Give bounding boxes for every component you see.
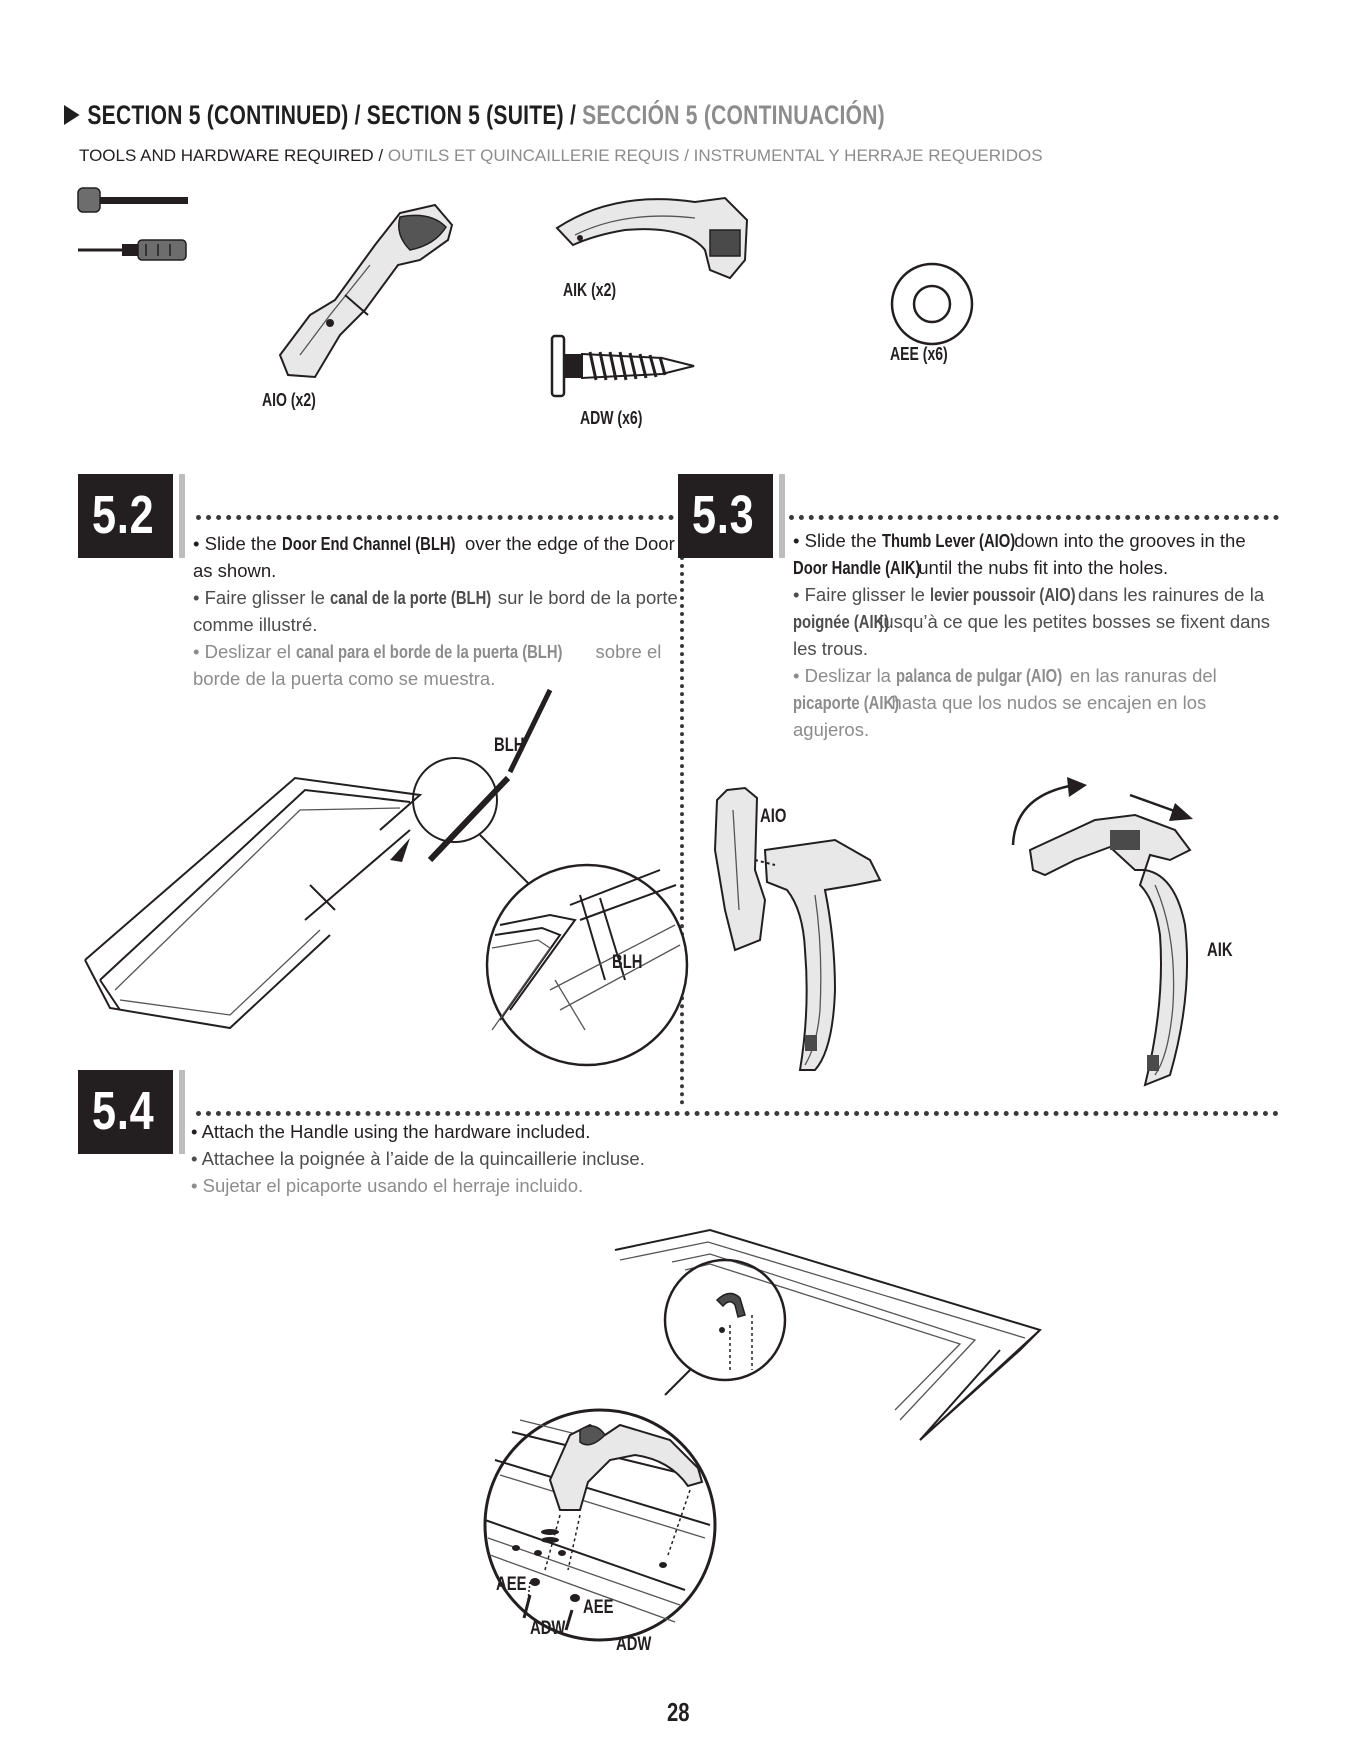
illustration-label-aee-second: AEE [583, 1597, 614, 1618]
column-divider [680, 500, 684, 1105]
text-fragment: sobre el borde de la puerta como se muestra. [193, 641, 662, 689]
play-arrow-icon [64, 105, 80, 125]
step-5-3-french [793, 581, 1283, 662]
part-name-emphasis: canal de la porte (BLH) [330, 587, 492, 608]
washer-part-icon [890, 262, 974, 346]
step-badge-5-3 [678, 474, 773, 558]
step-5-4-french: • Attachee la poignée à l’aide de la quincaillerie incluse. [191, 1148, 645, 1169]
mallet-icon [78, 186, 188, 216]
text-fragment: until the nubs fit into the holes. [913, 557, 1169, 578]
part-label-adw: ADW (x6) [580, 408, 643, 428]
illustration-label-blh: BLH [494, 735, 525, 756]
text-fragment: hasta que los nudos se encajen en los agujeros. [793, 692, 1207, 740]
part-label-aee: AEE (x6) [890, 344, 948, 364]
step-5-4-english: • Attach the Handle using the hardware included. [191, 1121, 591, 1142]
text-fragment: en las ranuras del [1064, 665, 1217, 686]
step-badge-5-2 [78, 474, 173, 558]
part-name-emphasis: Door Handle (AIK) [793, 557, 921, 578]
text-fragment: sur le bord de la porte comme illustré. [193, 587, 678, 635]
handle-assembled-illustration [1005, 775, 1235, 1100]
part-name-emphasis: Thumb Lever (AIO) [881, 530, 1015, 551]
part-label-aio: AIO (x2) [262, 390, 316, 410]
text-fragment: dans les rainures de la [1072, 584, 1265, 605]
door-handle-part-icon [555, 190, 755, 280]
illustration-label-adw: ADW [530, 1618, 566, 1639]
thumb-lever-part-icon [270, 205, 460, 385]
step-5-4-instructions [191, 1118, 891, 1199]
step-number-5-3: 5.3 [692, 485, 755, 545]
screw-part-icon [552, 336, 697, 396]
step-5-4-spanish: • Sujetar el picaporte usando el herraje incluido. [191, 1175, 584, 1196]
step-5-2-spanish [193, 638, 678, 692]
page-number: 28 [667, 1697, 690, 1727]
section-title [64, 100, 885, 131]
step-number-5-2: 5.2 [92, 485, 155, 545]
text-fragment: • Slide the [793, 530, 882, 551]
illustration-label-blh-zoom: BLH [612, 952, 643, 973]
tools-spanish: INSTRUMENTAL Y HERRAJE REQUERIDOS [693, 146, 1043, 165]
text-fragment: down into the grooves in the [1009, 530, 1246, 551]
illustration-label-adw-second: ADW [616, 1634, 652, 1655]
step-5-3-spanish [793, 662, 1283, 743]
part-name-emphasis: levier poussoir (AIO) [930, 584, 1076, 605]
tools-french: OUTILS ET QUINCAILLERIE REQUIS / [387, 146, 694, 165]
step-5-2-french [193, 584, 678, 638]
text-fragment: jusqu’à ce que les petites bosses se fixent dans les trous. [793, 611, 1270, 659]
thumb-lever-insert-illustration [705, 790, 905, 1100]
step-5-2-divider [196, 515, 674, 520]
title-french: SECTION 5 (SUITE) / [366, 100, 583, 130]
part-label-aik: AIK (x2) [563, 280, 617, 300]
text-fragment: • Deslizar el [193, 641, 297, 662]
part-name-emphasis: canal para el borde de la puerta (BLH) [296, 641, 563, 662]
part-name-emphasis: picaporte (AIK) [793, 692, 900, 713]
door-end-channel-illustration [80, 690, 680, 1110]
part-name-emphasis: poignée (AIK) [793, 611, 890, 632]
text-fragment: • Slide the [193, 533, 282, 554]
title-spanish: SECCIÓN 5 (CONTINUACIÓN) [582, 100, 885, 130]
step-number-5-4: 5.4 [92, 1081, 155, 1141]
step-5-3-instructions [793, 527, 1283, 743]
illustration-label-aik: AIK [1207, 940, 1233, 961]
step-badge-5-4 [78, 1070, 173, 1154]
step-5-2-instructions [193, 530, 678, 692]
part-name-emphasis: Door End Channel (BLH) [281, 533, 456, 554]
text-fragment: • Deslizar la [793, 665, 897, 686]
step-5-3-divider [789, 515, 1279, 520]
step-5-2-english [193, 530, 678, 584]
text-fragment: • Faire glisser le [193, 587, 331, 608]
text-fragment: • Faire glisser le [793, 584, 931, 605]
part-name-emphasis: palanca de pulgar (AIO) [896, 665, 1063, 686]
tools-required-line [79, 146, 1043, 166]
text-fragment: over the edge of the Door as shown. [193, 533, 675, 581]
step-5-3-english [793, 527, 1283, 581]
handle-attach-illustration [440, 1220, 1050, 1670]
illustration-label-aee: AEE [496, 1574, 527, 1595]
illustration-label-aio: AIO [760, 806, 787, 827]
tools-english: TOOLS AND HARDWARE REQUIRED / [79, 146, 388, 165]
step-5-4-divider [196, 1111, 1279, 1116]
title-english: SECTION 5 (CONTINUED) / [87, 100, 367, 130]
screwdriver-icon [78, 238, 188, 262]
